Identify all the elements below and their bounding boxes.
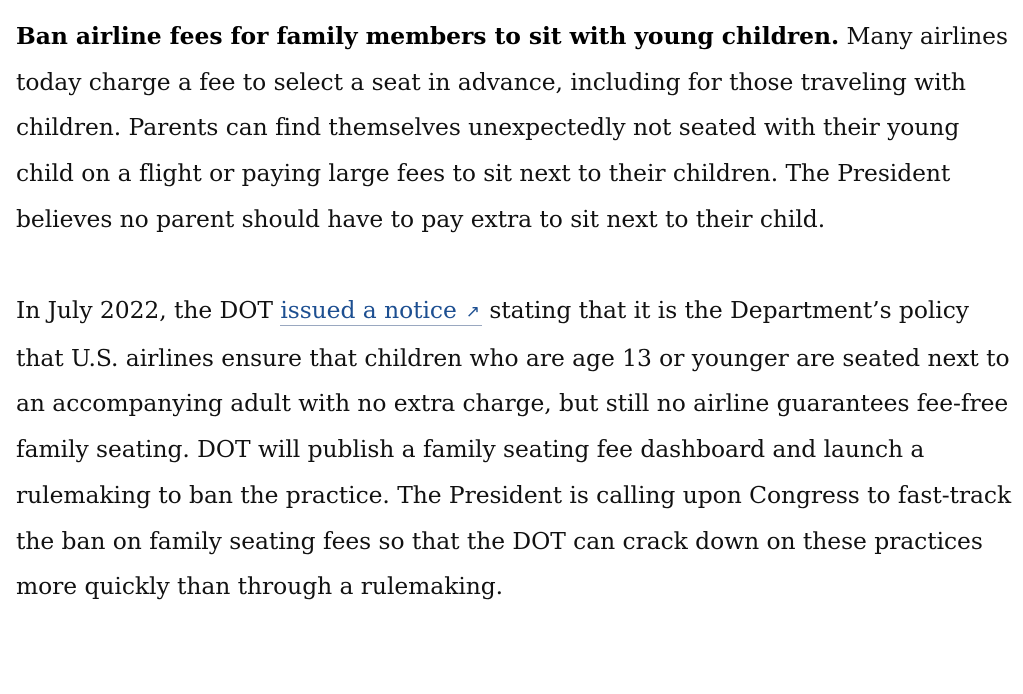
paragraph-text-after-link: stating that it is the Department’s policy that U.S. airlines ensure that children who are age 13 or younger are seated next to an accompanying adult with no extra charge, but still no airline guarantees fee-free family seating. DOT will publish a family seating fee dashboard and launch a rulemaking to ban the practice. The President is calling upon Congress to fast-track the ban on family seating fees so that the DOT can crack down on these practices more quickly than through a rulemaking. xyxy=(16,296,1012,601)
paragraph-dot-notice xyxy=(16,288,1012,610)
paragraph-family-seating-fees xyxy=(16,14,1012,243)
link-label: issued a notice xyxy=(280,296,457,325)
external-link-arrow-icon: ↗ xyxy=(465,302,480,323)
paragraph-text-before-link: In July 2022, the DOT xyxy=(16,296,273,325)
issued-a-notice-link[interactable] xyxy=(280,296,482,326)
lead-bold-heading: Ban airline fees for family members to sit with young children. xyxy=(16,22,840,50)
article-body xyxy=(16,14,1012,610)
paragraph-text: Many airlines today charge a fee to select a seat in advance, including for those traveling with children. Parents can find themselves unexpectedly not seated with their young child on a flight or paying large fees to sit next to their children. The President believes no parent should have to pay extra to sit next to their child. xyxy=(16,22,1008,233)
